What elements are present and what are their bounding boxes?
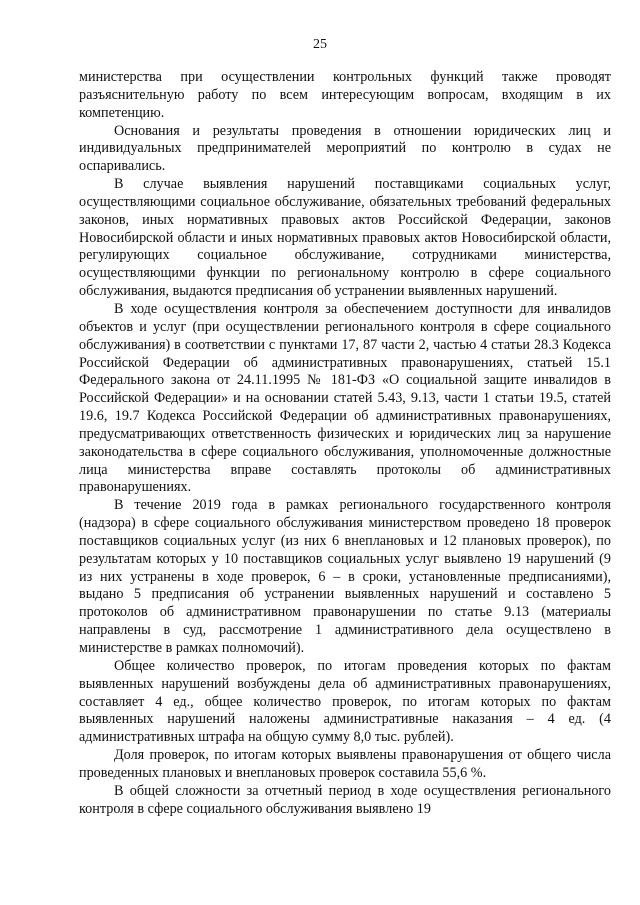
page-number: 25 <box>313 37 327 52</box>
paragraph-violation-share: Доля проверок, по итогам которых выявлены правонарушения от общего числа проведенных плановых и внеплановых проверок составила 55,6 %. <box>79 747 611 781</box>
paragraph-2019-inspections: В течение 2019 года в рамках регионального государственного контроля (надзора) в сфере социального обслуживания министерством проведено 18 проверок поставщиков социальных услуг (из них 6 внеплановых и 12 плановых проверок), по результатам которых у 10 поставщиков социальных услуг выявлено 19 нарушений (9 из них устранены в ходе проверок, 6 – в сроки, установленные предписаниями), выдано 5 предписания об устранении выявленных нарушений и составлено 5 протоколов об административном правонарушении по статье 9.13 (материалы направлены в суд, рассмотрение 1 административного дела осуществлено в министерстве в рамках полномочий). <box>79 497 611 656</box>
paragraph-reporting-period-summary: В общей сложности за отчетный период в ходе осуществления регионального контроля в сфере социального обслуживания выявлено 19 <box>79 782 611 817</box>
paragraph-violation-orders: В случае выявления нарушений поставщиками социальных услуг, осуществляющими социальное обслуживание, обязательных требований федеральных законов, иных нормативных правовых актов Российской Федерации, законов Новосибирской области и иных нормативных правовых актов Новосибирской области, регулирующих социальное обслуживание, сотрудниками министерства, осуществляющими функции по региональному контролю в сфере социального обслуживания, выдаются предписания об устранении выявленных нарушений. <box>79 176 611 300</box>
paragraph-accessibility-control: В ходе осуществления контроля за обеспечением доступности для инвалидов объектов и услуг (при осуществлении регионального контроля в сфере социального обслуживания) в соответствии с пунктами 17, 87 части 2, частью 4 статьи 28.3 Кодекса Российской Федерации об административных правонарушениях, статьей 15.1 Федерального закона от 24.11.1995 № 181-ФЗ «О социальной защите инвалидов в Российской Федерации» и на основании статей 5.43, 9.13, части 1 статьи 19.5, статей 19.6, 19.7 Кодекса Российской Федерации об административных правонарушениях, предусматривающих ответственность физических и юридических лиц за нарушение законодательства в сфере социального обслуживания, уполномоченные должностные лица министерства вправе составлять протоколы об административных правонарушениях. <box>79 300 611 496</box>
paragraph-court-challenges: Основания и результаты проведения в отношении юридических лиц и индивидуальных предпринимателей мероприятий по контролю в судах не оспаривались. <box>79 122 611 175</box>
paragraph-administrative-cases: Общее количество проверок, по итогам проведения которых по фактам выявленных нарушений возбуждены дела об административных правонарушениях, составляет 4 ед., общее количество проверок, по итогам которых по фактам выявленных нарушений наложены административные наказания – 4 ед. (4 административных штрафа на общую сумму 8,0 тыс. рублей). <box>79 657 611 746</box>
paragraph-explanatory-work: министерства при осуществлении контрольных функций также проводят разъяснительную работу по всем интересующим вопросам, входящим в их компетенцию. <box>79 69 611 121</box>
document-body <box>79 69 611 818</box>
